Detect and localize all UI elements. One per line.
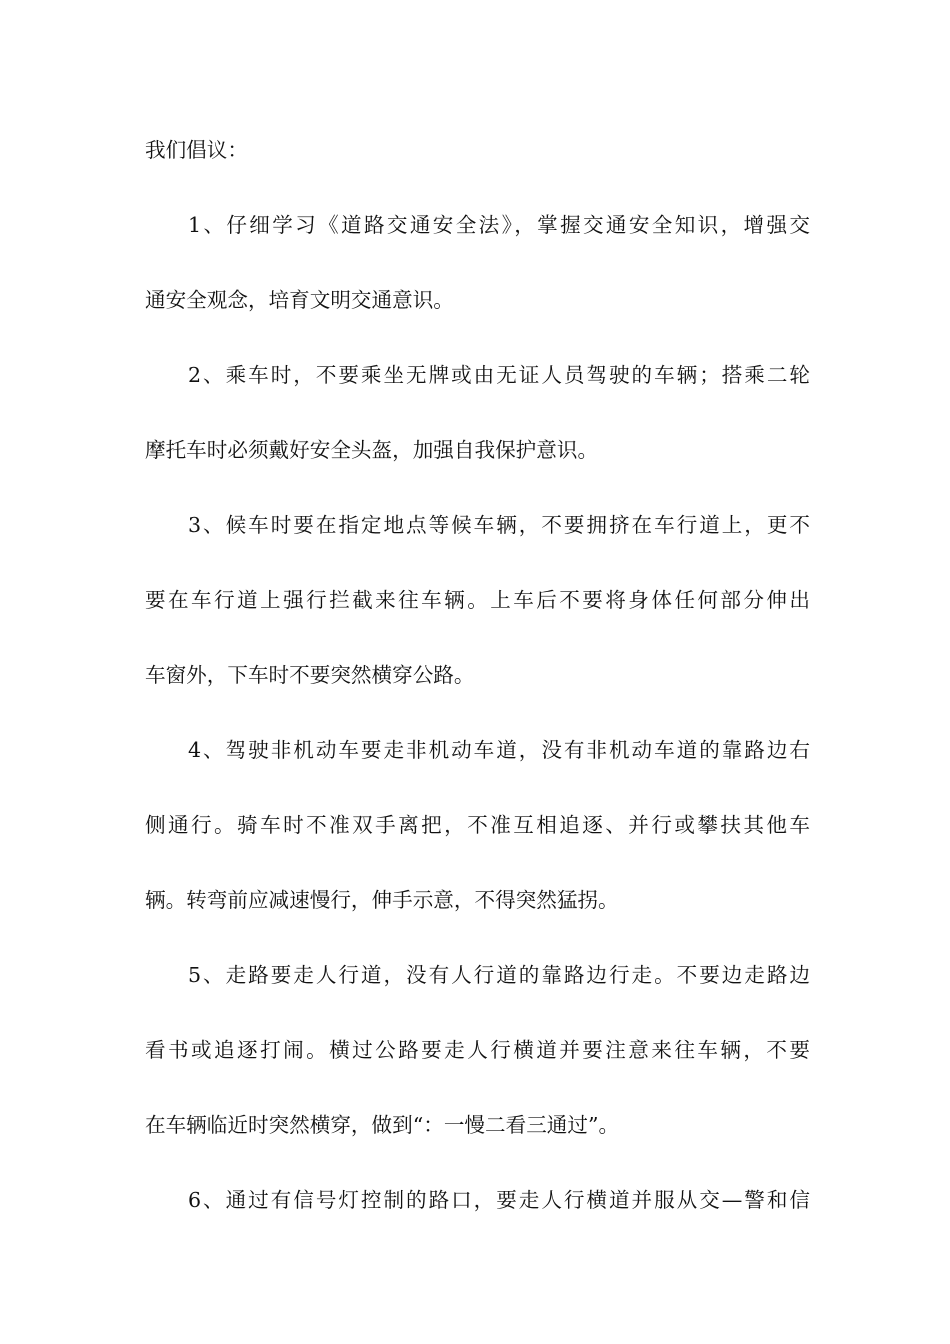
paragraph-3-line-3: 车窗外，下车时不要突然横穿公路。 — [145, 663, 475, 687]
paragraph-3-line-1: 3、候车时要在指定地点等候车辆，不要拥挤在车行道上，更不 — [188, 513, 810, 537]
paragraph-2-line-2: 摩托车时必须戴好安全头盔，加强自我保护意识。 — [145, 438, 599, 462]
paragraph-1-line-1: 1、仔细学习《道路交通安全法》，掌握交通安全知识，增强交 — [188, 213, 810, 237]
paragraph-6-line-1: 6、通过有信号灯控制的路口，要走人行横道并服从交—警和信 — [188, 1188, 810, 1212]
paragraph-2-line-1: 2、乘车时，不要乘坐无牌或由无证人员驾驶的车辆；搭乘二轮 — [188, 363, 810, 387]
paragraph-4-line-1: 4、驾驶非机动车要走非机动车道，没有非机动车道的靠路边右 — [188, 738, 810, 762]
paragraph-1-line-2: 通安全观念，培育文明交通意识。 — [145, 288, 454, 312]
paragraph-4-line-2: 侧通行。骑车时不准双手离把，不准互相追逐、并行或攀扶其他车 — [145, 813, 810, 837]
paragraph-5-line-2: 看书或追逐打闹。横过公路要走人行横道并要注意来往车辆，不要 — [145, 1038, 810, 1062]
intro-line: 我们倡议： — [145, 138, 248, 162]
paragraph-5-line-3: 在车辆临近时突然横穿，做到“：一慢二看三通过”。 — [145, 1113, 620, 1137]
paragraph-5-line-1: 5、走路要走人行道，没有人行道的靠路边行走。不要边走路边 — [188, 963, 810, 987]
paragraph-3-line-2: 要在车行道上强行拦截来往车辆。上车后不要将身体任何部分伸出 — [145, 588, 810, 612]
paragraph-4-line-3: 辆。转弯前应减速慢行，伸手示意，不得突然猛拐。 — [145, 888, 619, 912]
